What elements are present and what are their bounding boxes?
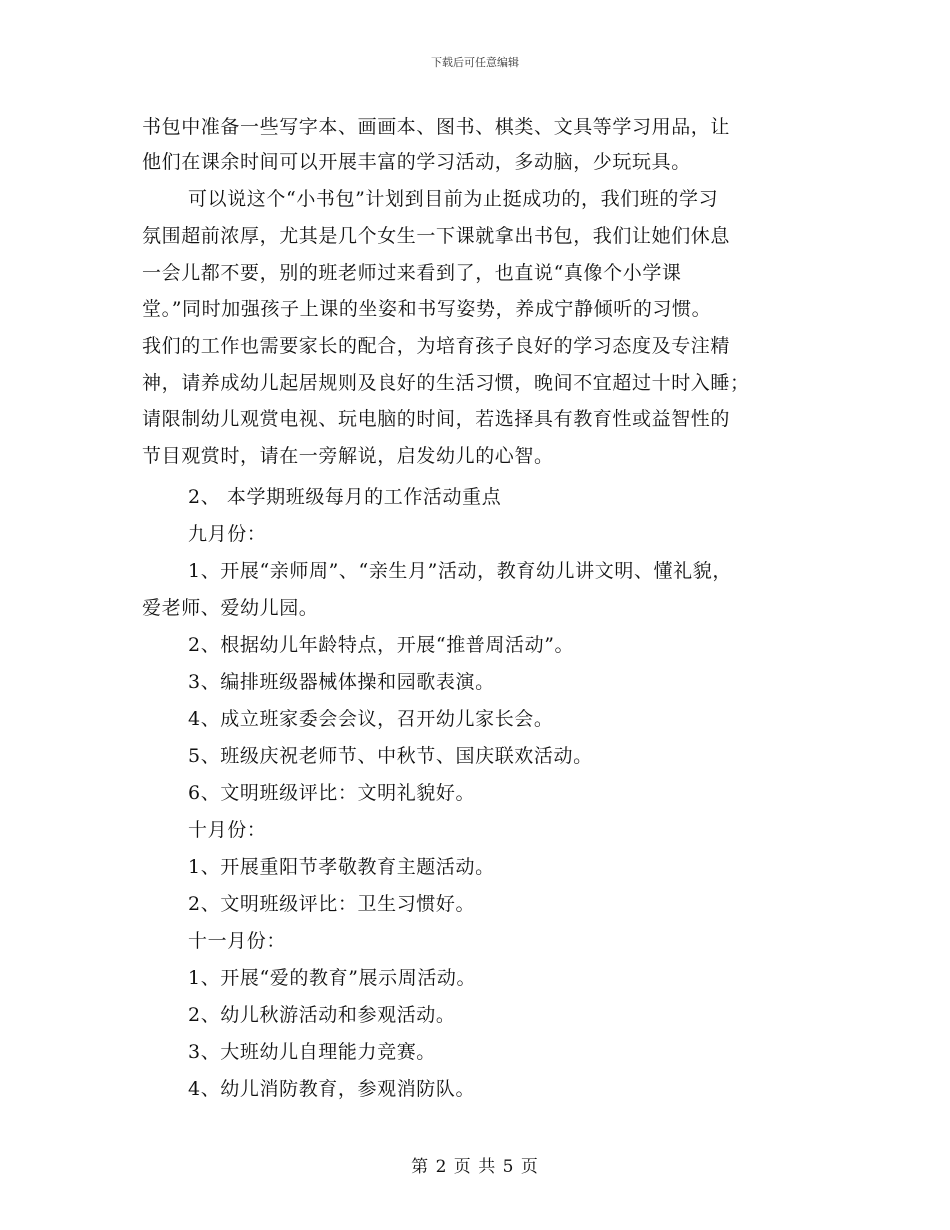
list-item-continuation: 爱老师、爱幼儿园。 [142, 597, 319, 619]
list-item: 6、文明班级评比：文明礼貌好。 [188, 782, 476, 804]
section-heading: 2、 本学期班级每月的工作活动重点 [188, 486, 502, 508]
list-item: 4、幼儿消防教育，参观消防队。 [188, 1078, 476, 1100]
list-item: 1、开展重阳节孝敬教育主题活动。 [188, 856, 495, 878]
month-heading: 十一月份： [188, 930, 287, 952]
list-item: 2、幼儿秋游活动和参观活动。 [188, 1004, 456, 1026]
list-item: 5、班级庆祝老师节、中秋节、国庆联欢活动。 [188, 745, 593, 767]
list-item: 1、开展“亲师周”、“亲生月”活动，教育幼儿讲文明、懂礼貌， [188, 560, 732, 582]
body-line: 他们在课余时间可以开展丰富的学习活动，多动脑，少玩玩具。 [142, 151, 691, 173]
body-line: 氛围超前浓厚，尤其是几个女生一下课就拿出书包，我们让她们休息 [142, 225, 731, 247]
list-item: 3、大班幼儿自理能力竞赛。 [188, 1041, 436, 1063]
body-line: 神，请养成幼儿起居规则及良好的生活习惯，晚间不宜超过十时入睡； [142, 372, 750, 394]
body-line: 节目观赏时，请在一旁解说，启发幼儿的心智。 [142, 445, 554, 467]
list-item: 2、根据幼儿年龄特点，开展“推普周活动”。 [188, 634, 575, 656]
body-line: 可以说这个“小书包”计划到目前为止挺成功的，我们班的学习 [188, 188, 719, 210]
body-line: 一会儿都不要，别的班老师过来看到了，也直说“真像个小学课 [142, 262, 682, 284]
list-item: 4、成立班家委会会议，召开幼儿家长会。 [188, 708, 554, 730]
month-heading: 九月份： [188, 523, 267, 545]
body-line: 书包中准备一些写字本、画画本、图书、棋类、文具等学习用品，让 [142, 116, 731, 138]
list-item: 2、文明班级评比：卫生习惯好。 [188, 893, 476, 915]
list-item: 1、开展“爱的教育”展示周活动。 [188, 967, 477, 989]
body-line: 我们的工作也需要家长的配合，为培育孩子良好的学习态度及专注精 [142, 335, 731, 357]
body-line: 堂。”同时加强孩子上课的坐姿和书写姿势，养成宁静倾听的习惯。 [142, 298, 712, 320]
page-number: 第 2 页 共 5 页 [411, 1157, 539, 1177]
body-line: 请限制幼儿观赏电视、玩电脑的时间，若选择具有教育性或益智性的 [142, 408, 731, 430]
month-heading: 十月份： [188, 819, 267, 841]
list-item: 3、编排班级器械体操和园歌表演。 [188, 671, 495, 693]
page-header: 下载后可任意编辑 [431, 56, 519, 69]
